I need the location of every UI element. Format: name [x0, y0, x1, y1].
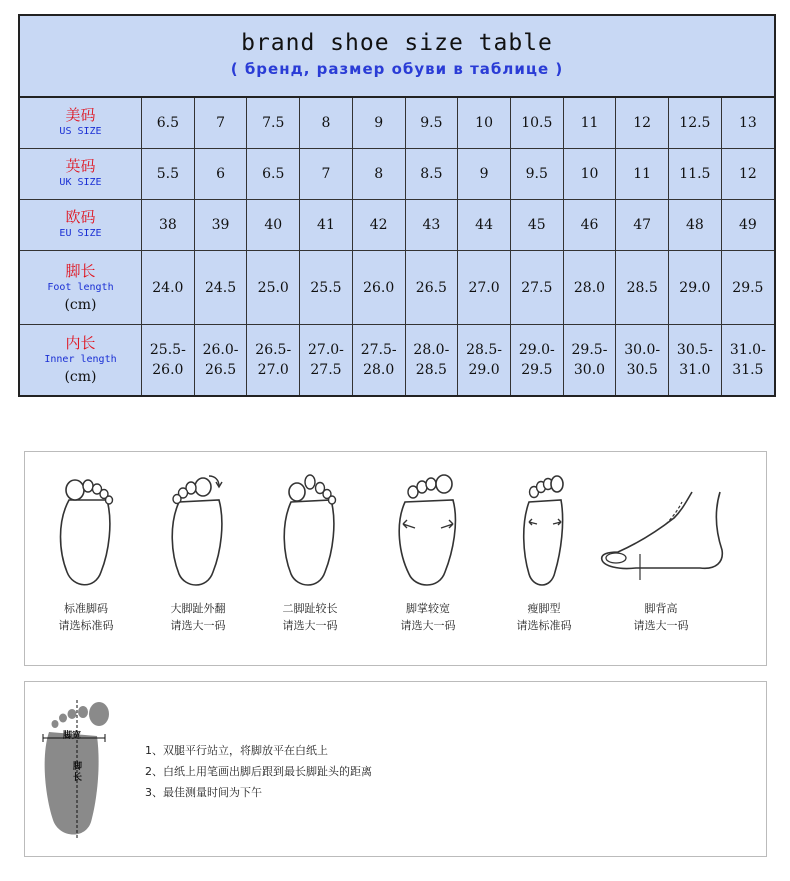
table-subtitle: ( бренд, размер обуви в таблице )	[230, 60, 564, 78]
range-cell	[458, 325, 511, 396]
foot-type-advice: 请选标准码	[58, 619, 114, 632]
foot-type-name: 大脚趾外翻	[170, 602, 226, 615]
size-cell: 9	[352, 98, 405, 149]
foot-type-item	[143, 462, 253, 634]
row-label-en: Foot length	[47, 281, 114, 293]
size-cell: 11	[616, 149, 669, 200]
narrow-foot-icon	[509, 462, 579, 592]
size-cell: 8.5	[405, 149, 458, 200]
range-cell	[142, 325, 195, 396]
range-start: 28.5-	[466, 342, 503, 358]
foot-type-advice: 请选大一码	[170, 619, 226, 632]
size-cell: 9.5	[510, 149, 563, 200]
size-cell: 9	[458, 149, 511, 200]
range-end: 31.0	[679, 362, 711, 378]
measurement-panel	[24, 681, 767, 857]
foot-width-label: 脚宽	[63, 731, 82, 741]
foot-types-panel	[24, 451, 767, 666]
size-cell: 6	[194, 149, 247, 200]
range-end: 26.0	[152, 362, 184, 378]
size-cell: 8	[300, 98, 353, 149]
size-cell: 41	[300, 200, 353, 251]
size-cell: 44	[458, 200, 511, 251]
size-cell: 25.5	[300, 251, 353, 325]
size-cell: 9.5	[405, 98, 458, 149]
size-cell: 10.5	[510, 98, 563, 149]
range-cell	[669, 325, 722, 396]
range-end: 28.0	[363, 362, 395, 378]
row-label-unit: (cm)	[64, 296, 97, 313]
range-start: 30.0-	[624, 342, 661, 358]
row-label-unit: (cm)	[64, 369, 97, 385]
row-label-zh: 英码	[65, 157, 96, 175]
foot-type-name: 二脚趾较长	[282, 602, 338, 615]
table-title: brand shoe size table	[241, 30, 553, 56]
range-end: 29.0	[468, 362, 500, 378]
size-cell: 6.5	[142, 98, 195, 149]
foot-type-item	[591, 462, 731, 634]
row-label	[20, 200, 142, 251]
foot-type-advice: 请选大一码	[282, 619, 338, 632]
range-end: 29.5	[521, 362, 553, 378]
range-start: 26.0-	[202, 342, 239, 358]
size-cell: 12	[721, 149, 774, 200]
range-end: 30.5	[626, 362, 658, 378]
row-label-en: US SIZE	[59, 126, 102, 137]
size-cell: 38	[142, 200, 195, 251]
range-end: 30.0	[573, 362, 606, 378]
size-cell: 10	[458, 98, 511, 149]
row-label-zh: 脚长	[65, 261, 96, 280]
size-cell: 25.0	[247, 251, 300, 325]
range-start: 27.0-	[308, 342, 344, 358]
foot-type-advice: 请选标准码	[516, 619, 572, 632]
measurement-step: 1、双腿平行站立，将脚放平在白纸上	[145, 744, 328, 757]
foot-type-name: 瘦脚型	[527, 602, 561, 615]
size-cell: 48	[669, 200, 722, 251]
row-label-en: UK SIZE	[59, 177, 102, 188]
range-start: 30.5-	[676, 342, 713, 358]
size-cell: 12.5	[669, 98, 722, 149]
size-cell: 47	[616, 200, 669, 251]
foot-type-item	[255, 462, 365, 634]
size-grid	[20, 98, 774, 395]
table-row-inner-length	[20, 325, 774, 396]
table-row-us	[20, 98, 774, 149]
foot-type-name: 标准脚码	[64, 602, 108, 615]
size-cell: 24.5	[194, 251, 247, 325]
table-row-foot-length	[20, 251, 774, 325]
range-start: 28.0-	[413, 342, 450, 358]
range-start: 25.5-	[149, 342, 186, 358]
size-cell: 7.5	[247, 98, 300, 149]
size-cell: 27.0	[458, 251, 511, 325]
size-cell: 11	[563, 98, 616, 149]
row-label-zh: 内长	[65, 334, 96, 352]
range-start: 27.5-	[360, 342, 397, 358]
measurement-step: 2、白纸上用笔画出脚后跟到最长脚趾头的距离	[145, 765, 372, 778]
range-start: 31.0-	[729, 342, 766, 358]
table-row-eu	[20, 200, 774, 251]
size-cell: 26.5	[405, 251, 458, 325]
measurement-step: 3、最佳测量时间为下午	[145, 786, 262, 799]
row-label	[20, 149, 142, 200]
size-cell: 8	[352, 149, 405, 200]
size-table	[18, 14, 776, 397]
size-cell: 40	[247, 200, 300, 251]
range-end: 27.5	[310, 362, 342, 378]
wide-foot-icon	[393, 462, 463, 592]
range-cell	[300, 325, 353, 396]
size-cell: 29.0	[669, 251, 722, 325]
size-cell: 24.0	[142, 251, 195, 325]
foot-type-advice: 请选大一码	[400, 619, 456, 632]
row-label	[20, 251, 142, 325]
table-row-uk	[20, 149, 774, 200]
foot-type-name: 脚背高	[644, 602, 678, 615]
size-cell: 12	[616, 98, 669, 149]
size-cell: 28.0	[563, 251, 616, 325]
size-cell: 7	[194, 98, 247, 149]
row-label	[20, 98, 142, 149]
bunion-foot-icon	[163, 462, 233, 592]
row-label-en: Inner length	[44, 354, 117, 365]
range-cell	[563, 325, 616, 396]
foot-type-item	[373, 462, 483, 634]
range-cell	[510, 325, 563, 396]
size-cell: 13	[721, 98, 774, 149]
row-label	[20, 325, 142, 396]
size-cell: 39	[194, 200, 247, 251]
size-cell: 7	[300, 149, 353, 200]
long-second-toe-icon	[275, 462, 345, 592]
size-cell: 26.0	[352, 251, 405, 325]
size-cell: 42	[352, 200, 405, 251]
foot-type-item	[31, 462, 141, 634]
range-cell	[352, 325, 405, 396]
range-cell	[194, 325, 247, 396]
size-cell: 29.5	[721, 251, 774, 325]
table-title-block	[20, 16, 774, 98]
foot-length-label: 脚长	[73, 762, 83, 783]
size-cell: 45	[510, 200, 563, 251]
row-label-zh: 欧码	[65, 208, 96, 226]
range-start: 26.5-	[255, 342, 292, 358]
high-instep-icon	[596, 462, 726, 592]
range-start: 29.5-	[571, 342, 608, 358]
size-cell: 5.5	[142, 149, 195, 200]
size-cell: 28.5	[616, 251, 669, 325]
row-label-en: EU SIZE	[59, 228, 102, 239]
range-start: 29.0-	[518, 342, 555, 358]
range-cell	[721, 325, 774, 396]
range-cell	[247, 325, 300, 396]
range-end: 31.5	[732, 362, 764, 378]
size-cell: 11.5	[669, 149, 722, 200]
foot-type-advice: 请选大一码	[633, 619, 689, 632]
range-end: 27.0	[257, 362, 289, 378]
range-end: 26.5	[204, 362, 237, 378]
size-cell: 43	[405, 200, 458, 251]
foot-type-name: 脚掌较宽	[406, 602, 450, 615]
size-cell: 27.5	[510, 251, 563, 325]
range-end: 28.5	[415, 362, 447, 378]
range-cell	[616, 325, 669, 396]
size-cell: 10	[563, 149, 616, 200]
size-cell: 49	[721, 200, 774, 251]
measurement-steps	[145, 740, 372, 803]
foot-type-item	[489, 462, 599, 634]
standard-foot-icon	[51, 462, 121, 592]
size-cell: 46	[563, 200, 616, 251]
range-cell	[405, 325, 458, 396]
size-cell: 6.5	[247, 149, 300, 200]
row-label-zh: 美码	[65, 106, 96, 124]
